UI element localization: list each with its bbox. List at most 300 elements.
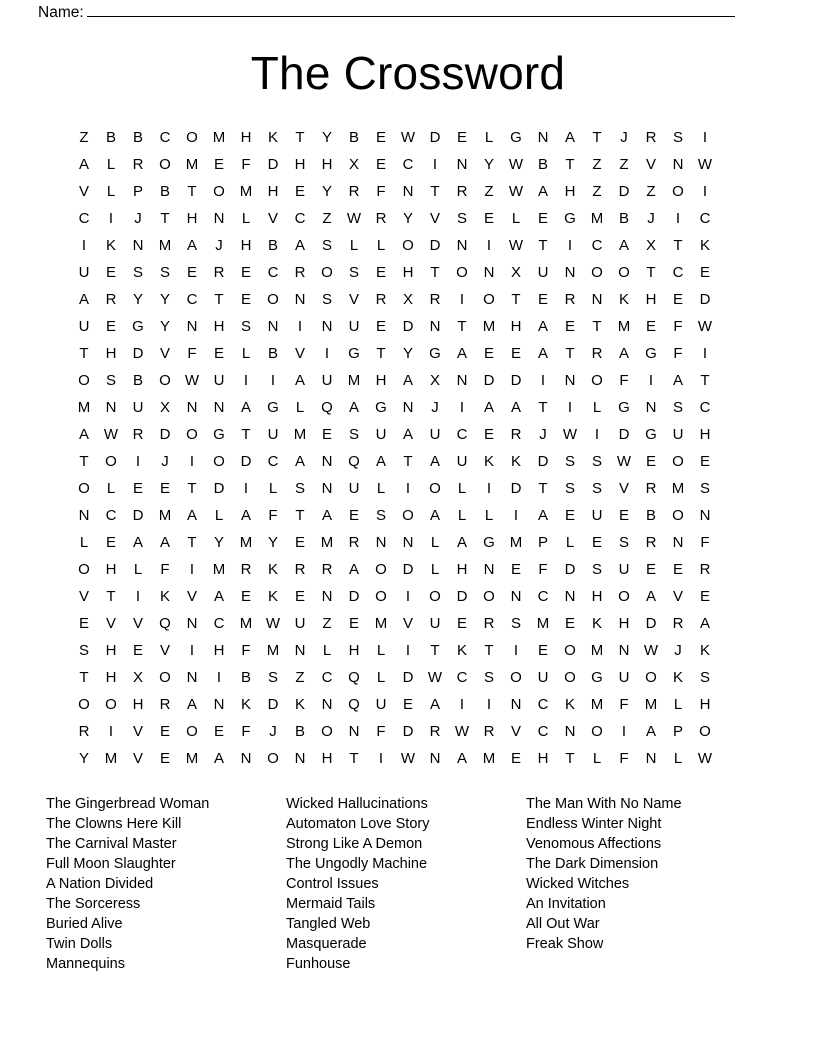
- grid-cell[interactable]: A: [294, 453, 305, 470]
- grid-cell[interactable]: H: [699, 696, 711, 713]
- word-list-item[interactable]: The Carnival Master: [46, 836, 177, 852]
- grid-cell[interactable]: E: [510, 345, 521, 362]
- grid-cell[interactable]: I: [540, 372, 546, 389]
- grid-cell[interactable]: V: [159, 642, 170, 659]
- grid-cell[interactable]: O: [429, 588, 441, 605]
- grid-cell[interactable]: D: [348, 588, 360, 605]
- grid-cell[interactable]: M: [320, 534, 334, 551]
- grid-cell[interactable]: R: [429, 291, 441, 308]
- word-list-item[interactable]: Masquerade: [286, 936, 367, 952]
- grid-cell[interactable]: L: [241, 210, 251, 227]
- grid-cell[interactable]: U: [537, 264, 549, 281]
- grid-cell[interactable]: T: [349, 750, 359, 767]
- grid-cell[interactable]: L: [484, 129, 494, 146]
- grid-cell[interactable]: W: [454, 723, 470, 740]
- grid-cell[interactable]: E: [483, 210, 494, 227]
- grid-cell[interactable]: Z: [484, 183, 494, 200]
- grid-cell[interactable]: Y: [213, 534, 224, 551]
- grid-cell[interactable]: M: [590, 696, 604, 713]
- grid-cell[interactable]: F: [187, 345, 197, 362]
- grid-cell[interactable]: G: [618, 399, 630, 416]
- grid-cell[interactable]: Z: [619, 156, 629, 173]
- grid-cell[interactable]: N: [537, 129, 549, 146]
- grid-cell[interactable]: O: [456, 264, 468, 281]
- grid-cell[interactable]: T: [511, 291, 521, 308]
- grid-cell[interactable]: Y: [132, 291, 143, 308]
- word-list-item[interactable]: Mermaid Tails: [286, 896, 376, 912]
- grid-cell[interactable]: O: [510, 669, 522, 686]
- grid-cell[interactable]: S: [78, 642, 89, 659]
- grid-cell[interactable]: V: [267, 210, 278, 227]
- grid-cell[interactable]: P: [537, 534, 548, 551]
- grid-cell[interactable]: N: [294, 291, 306, 308]
- grid-cell[interactable]: U: [672, 426, 684, 443]
- grid-cell[interactable]: C: [537, 588, 549, 605]
- grid-cell[interactable]: M: [509, 534, 523, 551]
- grid-cell[interactable]: B: [537, 156, 548, 173]
- grid-cell[interactable]: A: [483, 399, 494, 416]
- grid-cell[interactable]: F: [160, 561, 170, 578]
- grid-cell[interactable]: O: [645, 669, 657, 686]
- grid-cell[interactable]: B: [105, 129, 116, 146]
- grid-cell[interactable]: T: [79, 453, 89, 470]
- grid-cell[interactable]: J: [134, 210, 142, 227]
- grid-cell[interactable]: O: [186, 426, 198, 443]
- grid-cell[interactable]: D: [618, 426, 630, 443]
- grid-cell[interactable]: E: [213, 156, 224, 173]
- grid-cell[interactable]: W: [508, 237, 524, 254]
- grid-cell[interactable]: Z: [295, 669, 305, 686]
- grid-cell[interactable]: R: [132, 426, 144, 443]
- grid-cell[interactable]: G: [645, 426, 657, 443]
- grid-cell[interactable]: U: [132, 399, 144, 416]
- grid-cell[interactable]: N: [429, 318, 441, 335]
- grid-cell[interactable]: E: [456, 615, 467, 632]
- grid-cell[interactable]: S: [618, 534, 629, 551]
- grid-cell[interactable]: M: [185, 750, 199, 767]
- grid-cell[interactable]: R: [645, 534, 657, 551]
- grid-cell[interactable]: R: [348, 183, 360, 200]
- grid-cell[interactable]: J: [620, 129, 628, 146]
- grid-cell[interactable]: I: [270, 372, 276, 389]
- grid-cell[interactable]: E: [105, 534, 116, 551]
- grid-cell[interactable]: I: [108, 210, 114, 227]
- grid-cell[interactable]: T: [592, 129, 602, 146]
- grid-cell[interactable]: G: [267, 399, 279, 416]
- grid-cell[interactable]: I: [189, 642, 195, 659]
- grid-cell[interactable]: Y: [159, 291, 170, 308]
- grid-cell[interactable]: V: [159, 345, 170, 362]
- grid-cell[interactable]: M: [617, 318, 631, 335]
- grid-cell[interactable]: Y: [267, 534, 278, 551]
- grid-cell[interactable]: R: [105, 291, 117, 308]
- grid-cell[interactable]: R: [294, 264, 306, 281]
- word-list-item[interactable]: Tangled Web: [286, 916, 371, 932]
- grid-cell[interactable]: O: [618, 264, 630, 281]
- grid-cell[interactable]: K: [105, 237, 116, 254]
- grid-cell[interactable]: D: [645, 615, 657, 632]
- grid-cell[interactable]: M: [212, 561, 226, 578]
- grid-cell[interactable]: U: [429, 426, 441, 443]
- grid-cell[interactable]: H: [132, 696, 144, 713]
- grid-cell[interactable]: T: [241, 426, 251, 443]
- grid-cell[interactable]: E: [105, 318, 116, 335]
- grid-cell[interactable]: X: [429, 372, 440, 389]
- grid-cell[interactable]: O: [402, 507, 414, 524]
- grid-cell[interactable]: A: [429, 507, 440, 524]
- grid-cell[interactable]: M: [158, 237, 172, 254]
- grid-cell[interactable]: A: [618, 345, 629, 362]
- grid-cell[interactable]: S: [591, 480, 602, 497]
- grid-cell[interactable]: W: [697, 318, 713, 335]
- grid-cell[interactable]: C: [267, 264, 279, 281]
- grid-cell[interactable]: D: [402, 561, 414, 578]
- grid-cell[interactable]: T: [295, 129, 305, 146]
- grid-cell[interactable]: L: [511, 210, 521, 227]
- grid-cell[interactable]: Y: [402, 210, 413, 227]
- grid-cell[interactable]: J: [269, 723, 277, 740]
- grid-cell[interactable]: W: [265, 615, 281, 632]
- grid-cell[interactable]: O: [186, 723, 198, 740]
- grid-cell[interactable]: H: [510, 318, 522, 335]
- grid-cell[interactable]: J: [215, 237, 223, 254]
- grid-cell[interactable]: S: [699, 669, 710, 686]
- grid-cell[interactable]: I: [135, 453, 141, 470]
- grid-cell[interactable]: E: [618, 507, 629, 524]
- grid-cell[interactable]: T: [565, 156, 575, 173]
- grid-cell[interactable]: W: [508, 183, 524, 200]
- grid-cell[interactable]: R: [375, 210, 387, 227]
- grid-cell[interactable]: C: [699, 399, 711, 416]
- grid-cell[interactable]: N: [564, 588, 576, 605]
- grid-cell[interactable]: A: [213, 750, 224, 767]
- grid-cell[interactable]: T: [538, 480, 548, 497]
- word-list-item[interactable]: The Clowns Here Kill: [46, 816, 182, 832]
- grid-cell[interactable]: N: [186, 669, 198, 686]
- grid-cell[interactable]: D: [618, 183, 630, 200]
- grid-cell[interactable]: V: [618, 480, 629, 497]
- grid-cell[interactable]: M: [239, 534, 253, 551]
- grid-cell[interactable]: K: [159, 588, 170, 605]
- grid-cell[interactable]: A: [159, 534, 170, 551]
- word-list-item[interactable]: The Man With No Name: [526, 796, 682, 812]
- grid-cell[interactable]: H: [456, 561, 468, 578]
- grid-cell[interactable]: E: [213, 345, 224, 362]
- grid-cell[interactable]: P: [672, 723, 683, 740]
- grid-cell[interactable]: W: [346, 210, 362, 227]
- grid-cell[interactable]: M: [239, 183, 253, 200]
- grid-cell[interactable]: O: [267, 750, 279, 767]
- grid-cell[interactable]: U: [375, 696, 387, 713]
- grid-cell[interactable]: N: [78, 507, 90, 524]
- grid-cell[interactable]: K: [294, 696, 305, 713]
- word-list-item[interactable]: Automaton Love Story: [286, 816, 430, 832]
- grid-cell[interactable]: O: [321, 723, 333, 740]
- grid-cell[interactable]: [719, 664, 746, 691]
- grid-cell[interactable]: [719, 583, 746, 610]
- grid-cell[interactable]: M: [671, 480, 685, 497]
- grid-cell[interactable]: H: [402, 264, 414, 281]
- grid-cell[interactable]: T: [376, 345, 386, 362]
- grid-cell[interactable]: O: [591, 723, 603, 740]
- grid-cell[interactable]: H: [618, 615, 630, 632]
- grid-cell[interactable]: E: [132, 480, 143, 497]
- grid-cell[interactable]: W: [508, 156, 524, 173]
- grid-cell[interactable]: [719, 259, 746, 286]
- word-search-grid[interactable]: [71, 124, 746, 772]
- grid-cell[interactable]: E: [699, 264, 710, 281]
- grid-cell[interactable]: S: [699, 480, 710, 497]
- grid-cell[interactable]: I: [567, 399, 573, 416]
- grid-cell[interactable]: L: [376, 642, 386, 659]
- grid-cell[interactable]: H: [699, 426, 711, 443]
- grid-cell[interactable]: S: [375, 507, 386, 524]
- grid-cell[interactable]: C: [159, 129, 171, 146]
- grid-cell[interactable]: T: [565, 750, 575, 767]
- grid-cell[interactable]: H: [213, 642, 225, 659]
- grid-cell[interactable]: M: [266, 642, 280, 659]
- grid-cell[interactable]: U: [267, 426, 279, 443]
- grid-cell[interactable]: A: [348, 399, 359, 416]
- grid-cell[interactable]: Y: [321, 183, 332, 200]
- grid-cell[interactable]: A: [213, 588, 224, 605]
- grid-cell[interactable]: H: [564, 183, 576, 200]
- grid-cell[interactable]: N: [213, 696, 225, 713]
- word-list-item[interactable]: Twin Dolls: [46, 936, 113, 952]
- grid-cell[interactable]: N: [375, 534, 387, 551]
- grid-cell[interactable]: L: [376, 237, 386, 254]
- grid-cell[interactable]: [719, 286, 746, 313]
- grid-cell[interactable]: [719, 475, 746, 502]
- grid-cell[interactable]: M: [104, 750, 118, 767]
- grid-cell[interactable]: H: [240, 237, 252, 254]
- grid-cell[interactable]: V: [132, 750, 143, 767]
- grid-cell[interactable]: S: [456, 210, 467, 227]
- grid-cell[interactable]: O: [105, 453, 117, 470]
- grid-cell[interactable]: T: [160, 210, 170, 227]
- grid-cell[interactable]: K: [456, 642, 467, 659]
- grid-cell[interactable]: [719, 151, 746, 178]
- grid-cell[interactable]: I: [702, 345, 708, 362]
- grid-cell[interactable]: M: [158, 507, 172, 524]
- grid-cell[interactable]: Q: [348, 669, 360, 686]
- grid-cell[interactable]: E: [240, 588, 251, 605]
- grid-cell[interactable]: T: [106, 588, 116, 605]
- grid-cell[interactable]: E: [645, 318, 656, 335]
- grid-cell[interactable]: L: [214, 507, 224, 524]
- grid-cell[interactable]: E: [186, 264, 197, 281]
- grid-cell[interactable]: C: [321, 669, 333, 686]
- grid-cell[interactable]: T: [187, 534, 197, 551]
- grid-cell[interactable]: S: [510, 615, 521, 632]
- grid-cell[interactable]: L: [457, 507, 467, 524]
- grid-cell[interactable]: T: [187, 183, 197, 200]
- grid-cell[interactable]: V: [510, 723, 521, 740]
- grid-cell[interactable]: O: [429, 480, 441, 497]
- grid-cell[interactable]: G: [645, 345, 657, 362]
- grid-cell[interactable]: I: [513, 507, 519, 524]
- grid-cell[interactable]: E: [105, 264, 116, 281]
- grid-cell[interactable]: [719, 637, 746, 664]
- grid-cell[interactable]: U: [213, 372, 225, 389]
- grid-cell[interactable]: R: [564, 291, 576, 308]
- grid-cell[interactable]: M: [77, 399, 91, 416]
- grid-cell[interactable]: L: [106, 480, 116, 497]
- grid-cell[interactable]: R: [510, 426, 522, 443]
- grid-cell[interactable]: W: [643, 642, 659, 659]
- grid-cell[interactable]: A: [294, 372, 305, 389]
- grid-cell[interactable]: N: [213, 210, 225, 227]
- grid-cell[interactable]: T: [187, 480, 197, 497]
- grid-cell[interactable]: I: [702, 183, 708, 200]
- grid-cell[interactable]: N: [564, 723, 576, 740]
- grid-cell[interactable]: V: [78, 588, 89, 605]
- grid-cell[interactable]: C: [672, 264, 684, 281]
- grid-cell[interactable]: H: [348, 642, 360, 659]
- grid-cell[interactable]: O: [672, 183, 684, 200]
- grid-cell[interactable]: S: [348, 264, 359, 281]
- grid-cell[interactable]: U: [537, 669, 549, 686]
- grid-cell[interactable]: A: [429, 696, 440, 713]
- grid-cell[interactable]: G: [213, 426, 225, 443]
- grid-cell[interactable]: C: [456, 426, 468, 443]
- grid-cell[interactable]: H: [213, 318, 225, 335]
- grid-cell[interactable]: B: [240, 669, 251, 686]
- grid-cell[interactable]: F: [241, 642, 251, 659]
- grid-cell[interactable]: U: [591, 507, 603, 524]
- grid-cell[interactable]: N: [510, 588, 522, 605]
- grid-cell[interactable]: R: [240, 561, 252, 578]
- grid-cell[interactable]: T: [295, 507, 305, 524]
- grid-cell[interactable]: F: [268, 507, 278, 524]
- grid-cell[interactable]: C: [186, 291, 198, 308]
- grid-cell[interactable]: S: [321, 237, 332, 254]
- grid-cell[interactable]: E: [510, 750, 521, 767]
- grid-cell[interactable]: Z: [592, 156, 602, 173]
- grid-cell[interactable]: I: [459, 399, 465, 416]
- grid-cell[interactable]: C: [537, 723, 549, 740]
- grid-cell[interactable]: V: [672, 588, 683, 605]
- grid-cell[interactable]: A: [78, 426, 89, 443]
- grid-cell[interactable]: [719, 556, 746, 583]
- grid-cell[interactable]: W: [400, 750, 416, 767]
- grid-cell[interactable]: S: [132, 264, 143, 281]
- grid-cell[interactable]: N: [672, 156, 684, 173]
- grid-cell[interactable]: I: [297, 318, 303, 335]
- grid-cell[interactable]: A: [645, 723, 656, 740]
- grid-cell[interactable]: M: [374, 615, 388, 632]
- grid-cell[interactable]: N: [267, 318, 279, 335]
- grid-cell[interactable]: T: [403, 453, 413, 470]
- grid-cell[interactable]: E: [321, 426, 332, 443]
- grid-cell[interactable]: E: [699, 453, 710, 470]
- grid-cell[interactable]: [719, 529, 746, 556]
- grid-cell[interactable]: O: [483, 291, 495, 308]
- grid-cell[interactable]: N: [294, 750, 306, 767]
- grid-cell[interactable]: O: [591, 264, 603, 281]
- grid-cell[interactable]: A: [240, 399, 251, 416]
- word-list-item[interactable]: An Invitation: [526, 896, 606, 912]
- word-list-item[interactable]: Wicked Witches: [526, 876, 630, 892]
- grid-cell[interactable]: I: [486, 696, 492, 713]
- grid-cell[interactable]: F: [673, 345, 683, 362]
- grid-cell[interactable]: L: [79, 534, 89, 551]
- grid-cell[interactable]: D: [456, 588, 468, 605]
- grid-cell[interactable]: I: [459, 291, 465, 308]
- grid-cell[interactable]: A: [321, 507, 332, 524]
- grid-cell[interactable]: V: [645, 156, 656, 173]
- grid-cell[interactable]: E: [564, 615, 575, 632]
- word-list-item[interactable]: Buried Alive: [46, 916, 123, 932]
- grid-cell[interactable]: E: [132, 642, 143, 659]
- grid-cell[interactable]: Q: [321, 399, 333, 416]
- grid-cell[interactable]: H: [591, 588, 603, 605]
- grid-cell[interactable]: T: [214, 291, 224, 308]
- grid-cell[interactable]: X: [132, 669, 143, 686]
- grid-cell[interactable]: D: [132, 507, 144, 524]
- grid-cell[interactable]: U: [348, 318, 360, 335]
- grid-cell[interactable]: I: [432, 156, 438, 173]
- grid-cell[interactable]: U: [321, 372, 333, 389]
- grid-cell[interactable]: G: [564, 210, 576, 227]
- grid-cell[interactable]: V: [78, 183, 89, 200]
- grid-cell[interactable]: I: [459, 696, 465, 713]
- grid-cell[interactable]: O: [213, 183, 225, 200]
- grid-cell[interactable]: Y: [402, 345, 413, 362]
- grid-cell[interactable]: C: [591, 237, 603, 254]
- grid-cell[interactable]: Z: [79, 129, 89, 146]
- word-list-item[interactable]: The Dark Dimension: [526, 856, 659, 872]
- grid-cell[interactable]: K: [672, 669, 683, 686]
- grid-cell[interactable]: I: [513, 642, 519, 659]
- grid-cell[interactable]: [719, 718, 746, 745]
- grid-cell[interactable]: L: [133, 561, 143, 578]
- grid-cell[interactable]: L: [484, 507, 494, 524]
- grid-cell[interactable]: L: [430, 534, 440, 551]
- grid-cell[interactable]: X: [402, 291, 413, 308]
- grid-cell[interactable]: B: [294, 723, 305, 740]
- grid-cell[interactable]: O: [213, 453, 225, 470]
- grid-cell[interactable]: A: [537, 183, 548, 200]
- grid-cell[interactable]: O: [618, 588, 630, 605]
- grid-cell[interactable]: A: [294, 237, 305, 254]
- grid-cell[interactable]: Z: [322, 210, 332, 227]
- grid-cell[interactable]: A: [375, 453, 386, 470]
- name-input-blank[interactable]: [87, 3, 735, 17]
- grid-cell[interactable]: D: [483, 372, 495, 389]
- grid-cell[interactable]: [719, 421, 746, 448]
- grid-cell[interactable]: I: [405, 642, 411, 659]
- grid-cell[interactable]: C: [537, 696, 549, 713]
- grid-cell[interactable]: T: [430, 264, 440, 281]
- grid-cell[interactable]: [719, 394, 746, 421]
- grid-cell[interactable]: W: [400, 129, 416, 146]
- grid-cell[interactable]: [719, 124, 746, 151]
- grid-cell[interactable]: A: [456, 345, 467, 362]
- grid-cell[interactable]: G: [348, 345, 360, 362]
- grid-cell[interactable]: O: [591, 372, 603, 389]
- grid-cell[interactable]: X: [510, 264, 521, 281]
- grid-cell[interactable]: Y: [483, 156, 494, 173]
- grid-cell[interactable]: A: [456, 750, 467, 767]
- grid-cell[interactable]: X: [159, 399, 170, 416]
- grid-cell[interactable]: B: [267, 345, 278, 362]
- grid-cell[interactable]: [719, 502, 746, 529]
- grid-cell[interactable]: K: [267, 561, 278, 578]
- grid-cell[interactable]: N: [213, 399, 225, 416]
- grid-cell[interactable]: A: [186, 696, 197, 713]
- grid-cell[interactable]: O: [105, 696, 117, 713]
